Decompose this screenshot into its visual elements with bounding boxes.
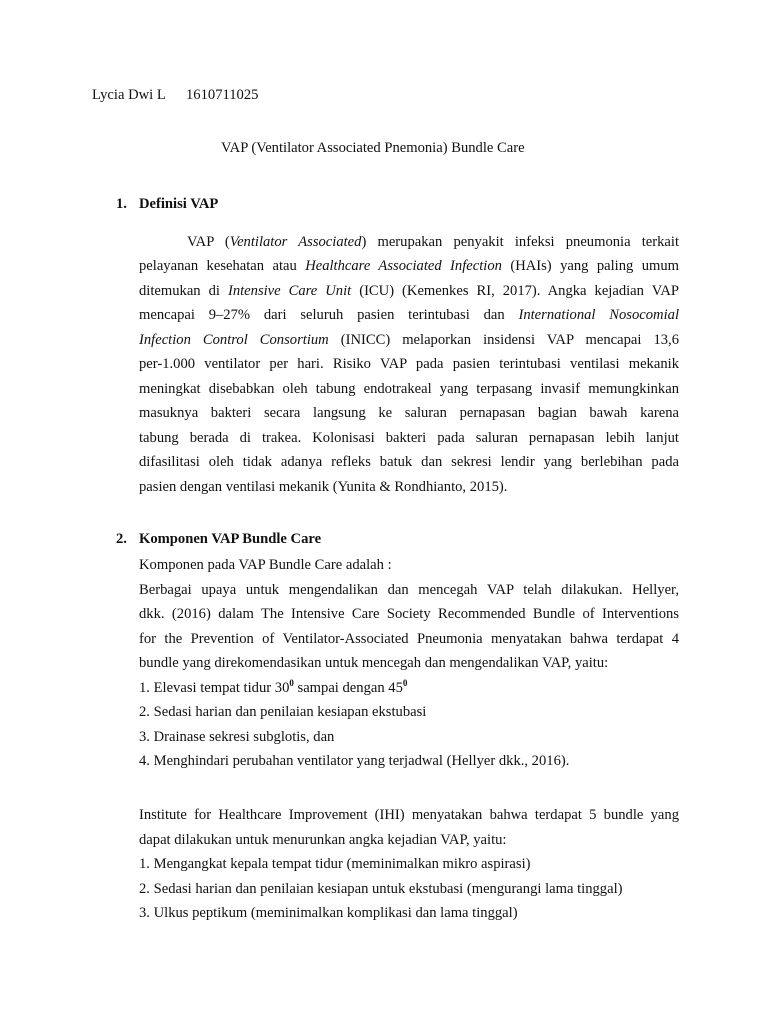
paragraph-line: per-1.000 ventilator per hari. Risiko VAP pada pasien terintubasi ventilasi mekanik <box>139 356 679 372</box>
paragraph-line: Infection Control Consortium (INICC) melaporkan insidensi VAP mencapai 13,6 <box>139 332 680 348</box>
author-name: Lycia Dwi L <box>92 87 166 103</box>
list-item: 3. Ulkus peptikum (meminimalkan komplikasi dan lama tinggal) <box>139 905 518 921</box>
paragraph-line: for the Prevention of Ventilator-Associated Pneumonia menyatakan bahwa terdapat 4 <box>139 631 679 647</box>
section-2-heading: Komponen VAP Bundle Care <box>139 531 322 547</box>
paragraph-line: difasilitasi oleh tidak adanya refleks batuk dan sekresi lendir yang berlebihan pada <box>139 454 679 470</box>
list-item: 1. Mengangkat kepala tempat tidur (meminimalkan mikro aspirasi) <box>139 856 531 872</box>
paragraph-line: Institute for Healthcare Improvement (IHI) menyatakan bahwa terdapat 5 bundle yang <box>139 807 679 823</box>
paragraph-line: VAP (Ventilator Associated) merupakan penyakit infeksi pneumonia terkait <box>187 234 679 250</box>
paragraph-line: pasien dengan ventilasi mekanik (Yunita & Rondhianto, 2015). <box>139 479 508 495</box>
paragraph-line: masuknya bakteri secara langsung ke saluran pernapasan bagian bawah karena <box>139 405 679 421</box>
section-2-number: 2. <box>116 531 127 547</box>
paragraph-line: meningkat disebabkan oleh tabung endotrakeal yang terpasang invasif memungkinkan <box>139 381 679 397</box>
paragraph-line: ditemukan di Intensive Care Unit (ICU) (Kemenkes RI, 2017). Angka kejadian VAP <box>139 283 680 299</box>
section-1-number: 1. <box>116 196 127 212</box>
list-item: 2. Sedasi harian dan penilaian kesiapan ekstubasi <box>139 704 427 720</box>
paragraph-line: dapat dilakukan untuk menurunkan angka kejadian VAP, yaitu: <box>139 832 507 848</box>
document-title: VAP (Ventilator Associated Pnemonia) Bundle Care <box>221 140 525 156</box>
paragraph-line: tabung berada di trakea. Kolonisasi bakteri pada saluran pernapasan lebih lanjut <box>139 430 679 446</box>
student-id: 1610711025 <box>186 87 259 103</box>
list-item: 1. Elevasi tempat tidur $30^0$ sampai dengan $45^0$ <box>139 678 408 696</box>
list-item: 4. Menghindari perubahan ventilator yang terjadwal (Hellyer dkk., 2016). <box>139 753 570 769</box>
section-1-heading: Definisi VAP <box>139 196 219 212</box>
paragraph-line: pelayanan kesehatan atau Healthcare Associated Infection (HAIs) yang paling umum <box>139 258 680 274</box>
paragraph-line: Berbagai upaya untuk mengendalikan dan mencegah VAP telah dilakukan. Hellyer, <box>139 582 679 598</box>
paragraph-line: bundle yang direkomendasikan untuk mencegah dan mengendalikan VAP, yaitu: <box>139 655 609 671</box>
section-2-intro: Komponen pada VAP Bundle Care adalah : <box>139 557 392 573</box>
paragraph-line: dkk. (2016) dalam The Intensive Care Society Recommended Bundle of Interventions <box>139 606 679 622</box>
list-item: 2. Sedasi harian dan penilaian kesiapan untuk ekstubasi (mengurangi lama tinggal) <box>139 881 623 897</box>
paragraph-line: mencapai 9–27% dari seluruh pasien terintubasi dan International Nosocomial <box>139 307 679 323</box>
list-item: 3. Drainase sekresi subglotis, dan <box>139 729 335 745</box>
